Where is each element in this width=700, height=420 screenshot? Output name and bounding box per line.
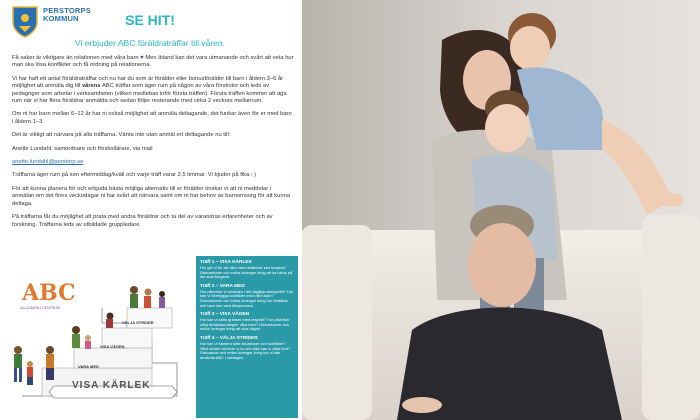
page-title: SE HIT!	[125, 12, 175, 28]
logo-line1: PERSTORPS	[43, 6, 91, 15]
signup-text-a: Vi har haft ett antal föräldraträffar och nu har du som är förälder eller bonusförälder till barn i åldern 3–6 år möjlighet att anmäla dig till	[12, 75, 284, 90]
step-label-vara-med: VARA MED	[78, 364, 99, 369]
email-link[interactable]: anette.lundahl@perstorp.se	[12, 159, 84, 166]
meeting-4	[200, 336, 294, 360]
intro-text-b: Men ibland kan det vara utmanande och svårt att veta hur man ska lösa konflikter och få ordning på relationerna.	[12, 55, 294, 69]
paragraph-intro	[12, 55, 294, 70]
stairs-drawing	[2, 268, 194, 418]
meeting-1	[200, 260, 294, 280]
meeting-3-heading: Träff 3 – VISA VÄGEN	[200, 312, 250, 318]
paragraph-meetings: På träffarna får du möjlighet att prata med andra föräldrar och ta del av varandras erfarenheter och av forskning. Träffarna leds av utbildade gruppledare.	[12, 214, 273, 228]
step-label-vagen: VISA VÄGEN	[100, 344, 125, 349]
step-label-strider: VÄLJA STRIDER	[122, 320, 154, 325]
family-photo	[302, 0, 700, 420]
paragraph-contact: Anette Lundahl, samordnare och förskollärare, via mail	[12, 145, 153, 152]
meeting-4-heading: Träff 4 – VÄLJA STRIDER	[200, 335, 258, 341]
meetings-info-box	[196, 256, 298, 418]
intro-text-a: Få saker är viktigare än relationen med våra barn	[12, 55, 139, 61]
heart-icon: ♥	[140, 55, 144, 61]
meeting-2-text: Hur påverkar vi varandra i det dagliga samspelet? Hur kan vi förebygga konflikter med våra barn? Diskussioner och enkla övningar kring hur föräldrar och barn kan vara tillsammans.	[200, 288, 294, 308]
signup-bold: vårens	[81, 83, 101, 90]
logo-line2: KOMMUN	[43, 14, 79, 23]
meeting-2-heading: Träff 2 – VARA MED	[200, 283, 245, 289]
banner-visa-karlek: VISA KÄRLEK	[72, 380, 151, 391]
meeting-4-text: Hur kan vi hantera tuffa situationer och konflikter? Vilka strider behöver vi ta och vilka kan vi välja bort? Diskussion och enkla övningar kring hur ni kan använda ABC i vardagen.	[200, 340, 291, 360]
family-photo-illustration	[302, 0, 700, 420]
paragraph-signup	[12, 76, 294, 106]
meeting-3-text: Hur kan vi sätta gränser med respekt? Hur påverkar olika föräldrastrategier våra barn? Diskussioner och enkla övningar kring att visa vägen.	[200, 317, 290, 332]
abc-illustration	[2, 268, 194, 418]
abc-logo-letters: ABC	[22, 280, 76, 306]
flyer-text-panel	[0, 0, 300, 420]
signup-text-b: ABC träffar som äger rum på någon av våra förskolor och leds av pedagoger som arbetar i verksamheten (vilken medlebas inför första träffen). Första träffen kommer att äga rum när vi har flera föräldrar anmälda och sedan följer resterande med cirka 2 veckors mellanrum.	[12, 83, 287, 105]
paragraph-attend: Det är viktigt att närvara på alla träffarna. Vänta inte utan anmäl ert deltagande nu till:	[12, 132, 231, 139]
meeting-3	[200, 312, 294, 332]
meeting-2	[200, 284, 294, 308]
paragraph-ages: Om ni har barn mellan 6–12 år har ni också möjlighet att anmäla deltagande, det funkar även för er med barn i åldern 1–3.	[12, 111, 292, 125]
paragraph-time: Träffarna äger rum på sen eftermiddag/kväll och varje träff varar 2,5 timmar. Vi bjuder på fika : )	[12, 172, 257, 179]
meeting-1-heading: Träff 1 – VISA KÄRLEK	[200, 260, 253, 265]
abc-logo-subtitle: ALLA BARN I CENTRUM	[20, 306, 60, 310]
page-subtitle: Vi erbjuder ABC föräldraträffar till våren.	[75, 38, 225, 48]
flyer-body	[12, 55, 294, 235]
paragraph-planning: För att kunna planera för och erbjuda bästa möjliga alternativ till er förälder önskar vi att ni meddelar i anmälan om det finns veckodagar ni har svårt att närvara samt om ni har behov av barnomsorg för att kunna deltaga.	[12, 185, 291, 207]
meeting-1-text: Hur gör vi för att våra nära relationer ska fungera? Diskussioner och enkla övningar kring att ha fokus på det som fungerar.	[200, 265, 293, 280]
